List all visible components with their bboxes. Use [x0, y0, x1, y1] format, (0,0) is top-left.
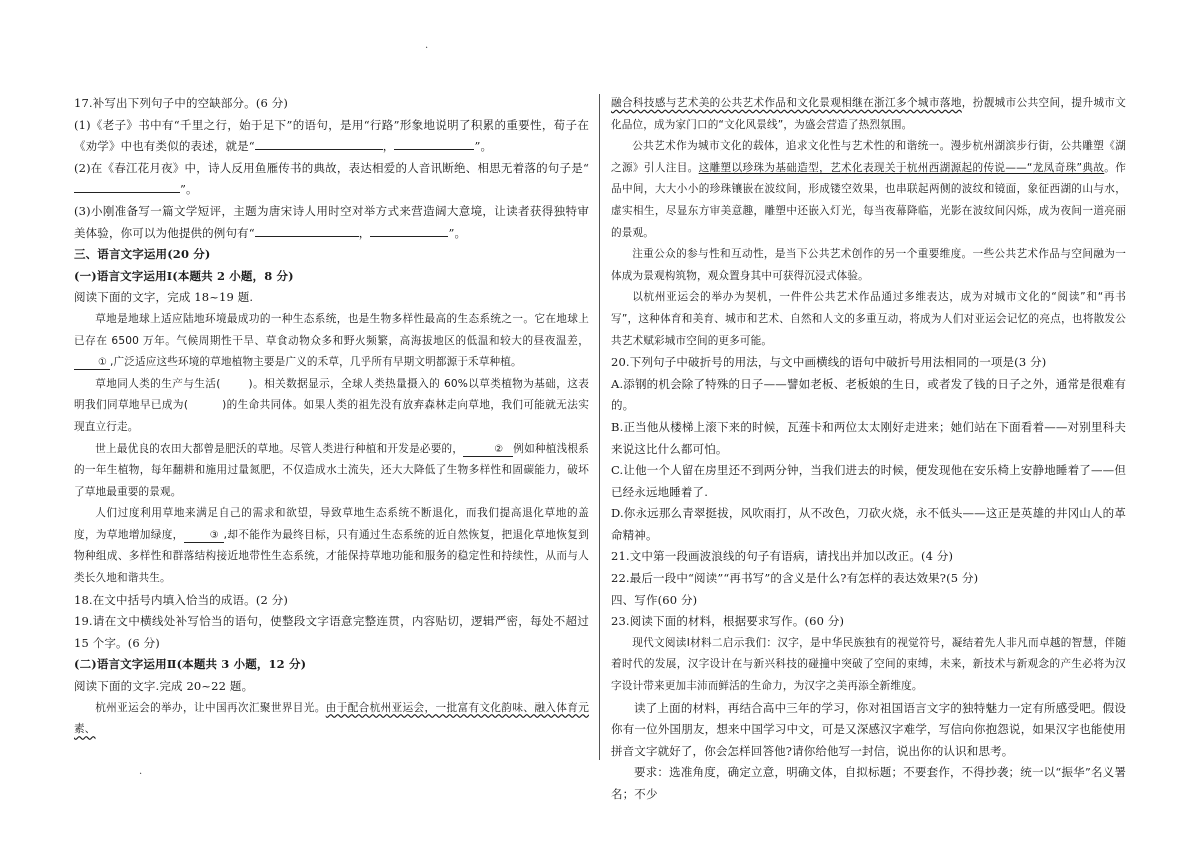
material-text: 现代文阅读Ⅰ材料二启示我们：汉字，是中华民族独有的视觉符号，凝结着先人非凡而卓越的智慧，伴随着时代的发展，汉字设计在与新兴科技的碰撞中突破了空间的束缚，未来，新技术与新观念的产生必将为汉字设计带来更加丰沛而鲜活的生命力，为汉字之美再添全新维度。 [611, 636, 1126, 693]
column-divider [599, 94, 600, 760]
passage-2-para-4: 以杭州亚运会的举办为契机，一件件公共艺术作品通过多维表达，成为对城市文化的“阅读”和“再书写”，这种体育和美育、城市和艺术、自然和人文的多重互动，将成为人们对亚运会记忆的亮点，也将散发公共艺术赋彩城市空间的更多可能。 [611, 291, 1126, 347]
passage-2-para-3: 注重公众的参与性和互动性，是当下公共艺术创作的另一个重要维度。一些公共艺术作品与空间融为一体成为景观构筑物，观众置身其中可获得沉浸式体验。 [611, 248, 1126, 282]
question-22: 22.最后一段中“阅读”“再书写”的含义是什么?有怎样的表达效果?(5 分) [611, 571, 979, 586]
answer-blank-2[interactable]: ② [463, 444, 513, 457]
question-18: 18.在文中括号内填入恰当的成语。(2 分) [74, 592, 289, 607]
top-mark: . [425, 40, 429, 51]
answer-blank[interactable] [370, 224, 448, 237]
question-19: 19.请在文中横线处补写恰当的语句，使整段文字语意完整连贯，内容贴切，逻辑严密，每处不超过 15 个字。(6 分) [74, 614, 589, 650]
question-21: 21.文中第一段画波浪线的句子有语病，请找出并加以改正。(4 分) [611, 549, 954, 564]
writing-requirements: 要求：选准角度，确定立意，明确文体，自拟标题；不要套作，不得抄袭；统一以“振华”名义署名；不少 [611, 765, 1126, 801]
passage-2-para-1-end: 融合科技感与艺术美的公共艺术作品和文化景观相继在浙江多个城市落地，扮靓城市公共空间，提升城市文化品位，成为家门口的“文化风景线”，为盛会营造了热烈氛围。 [611, 97, 1127, 131]
answer-blank-1[interactable]: ① [74, 357, 110, 370]
answer-blank-3[interactable]: ③ [184, 530, 224, 543]
right-column [611, 93, 1126, 806]
answer-blank[interactable] [255, 224, 359, 237]
passage-1-intro: 阅读下面的文字，完成 18~19 题. [74, 290, 254, 305]
passage-1-para-4: 人们过度利用草地来满足自己的需求和欲望，导致草地生态系统不断退化，而我们提高退化草地的盖度，为草地增加绿度， ③ ,却不能作为最终目标，只有通过生态系统的近自然恢复，把退化草地恢复到物种组成、多样性和群落结构接近地带性生态系统，才能保持草地功能和服务的稳定性和持续性，从而与人类长久地和谐共生。 [74, 507, 590, 585]
option-a: A.添钢的机会除了特殊的日子——譬如老板、老板娘的生日，或者发了钱的日子之外，通常是很难有的。 [611, 376, 1126, 413]
q17-item-1: (1)《老子》书中有“千里之行，始于足下”的语句，是用“行路”形象地说明了积累的重要性，荀子在《劝学》中也有类似的表述，就是“ ， ”。 [74, 117, 589, 154]
option-d: D.你永远那么青翠挺拔，风吹雨打，从不改色，刀砍火烧，永不低头——这正是英雄的井冈山人的革命精神。 [611, 506, 1126, 542]
bottom-mark: . [139, 766, 143, 777]
passage-1-para-3: 世上最优良的农田大都曾是肥沃的草地。尽管人类进行种植和开发是必要的， ② 例如种植浅根系的一年生植物，每年翻耕和施用过量氮肥，不仅造成水土流失，还大大降低了生物多样性和固碳能力，破坏了草地最重要的景观。 [74, 442, 589, 498]
question-20: 20.下列句子中破折号的用法，与文中画横线的语句中破折号用法相同的一项是(3 分) [611, 355, 1047, 370]
section-4-heading: 四、写作(60 分) [611, 592, 698, 607]
option-c: C.让他一个人留在房里还不到两分钟，当我们进去的时候，便发现他在安乐椅上安静地睡着了——但已经永远地睡着了. [611, 463, 1126, 499]
left-column [74, 93, 589, 741]
answer-blank[interactable] [74, 180, 124, 193]
passage-2-intro: 阅读下面的文字.完成 20~22 题。 [74, 679, 254, 694]
writing-prompt: 读了上面的材料，再结合高中三年的学习，你对祖国语言文字的独特魅力一定有所感受吧。假设你有一位外国朋友，想来中国学习中文，可是又深感汉字难学，写信向你抱怨说，如果汉字也能使用拼音文字就好了，你会怎样回答他?请你给他写一封信，说出你的认识和思考。 [611, 700, 1126, 758]
option-b: B.正当他从楼梯上滚下来的时候，瓦莲卡和两位太太刚好走进来；她们站在下面看着——对别里科夫来说这比什么都可怕。 [611, 419, 1126, 456]
passage-1-para-1: 草地是地球上适应陆地环境最成功的一种生态系统，也是生物多样性最高的生态系统之一。它在地球上已存在 6500 万年。气候周期性干旱、草食动物众多和野火频繁，高海拔地区的低温和较大的昼夜温差，① ,广泛适应这些环境的草地植物主要是广义的禾草，几乎所有早期文明都源于禾草种植。 [74, 312, 589, 369]
underlined-sentence: 这雕塑以珍珠为基础造型，艺术化表现关于杭州西湖源起的传说——“龙凤奇珠”典故 [698, 161, 1105, 174]
answer-blank[interactable] [124, 180, 180, 193]
q17-title: 17.补写出下列句子中的空缺部分。(6 分) [74, 96, 289, 110]
question-23: 23.阅读下面的材料，根据要求写作。(60 分) [611, 614, 845, 629]
subsection-1-heading: (一)语言文字运用Ⅰ(本题共 2 小题，8 分) [74, 268, 294, 283]
wavy-underlined-sentence: 由于配合杭州亚运会，一批富有文化韵味、融入体育元素、 [74, 701, 589, 736]
passage-2-para-2: 公共艺术作为城市文化的载体，追求文化性与艺术性的和谐统一。漫步杭州湖滨步行街，公共雕塑《湖之源》引人注目。这雕塑以珍珠为基础造型，艺术化表现关于杭州西湖源起的传说——“龙凤奇珠”典故。作品中间，大大小小的珍珠镶嵌在波纹间，形成镂空效果，也串联起两侧的波纹和镜面，象征西湖的山与水，虚实相生，尽显东方审美意趣，雕塑中还嵌入灯光，每当夜幕降临，光影在波纹间闪烁，成为夜间一道亮丽的景观。 [611, 140, 1126, 239]
section-3-heading: 三、语言文字运用(20 分) [74, 247, 211, 262]
q17-item-3: (3)小刚准备写一篇文学短评，主题为唐宋诗人用时空对举方式来营造阔大意境，让读者获得独特审美体验，你可以为他提供的例句有“ ， ”。 [74, 203, 589, 240]
answer-blank[interactable] [255, 137, 383, 150]
passage-1-para-2: 草地同人类的生产与生活( )。相关数据显示，全球人类热量摄入的 60%以草类植物为基础，这表明我们同草地早已成为( )的生命共同体。如果人类的祖先没有放弃森林走向草地，我们可能就无法实现直立行走。 [74, 377, 589, 433]
passage-2-para-1-start: 杭州亚运会的举办，让中国再次汇聚世界目光。由于配合杭州亚运会，一批富有文化韵味、融入体育元素、 [74, 701, 589, 736]
subsection-2-heading: (二)语言文字运用Ⅱ(本题共 3 小题，12 分) [74, 657, 307, 672]
answer-blank[interactable] [394, 137, 474, 150]
wavy-underlined-sentence-end: 融合科技感与艺术美的公共艺术作品和文化景观相继在浙江多个城市落地 [611, 97, 962, 109]
q17-item-2: (2)在《春江花月夜》中，诗人反用鱼雁传书的典故，表达相爱的人音讯断绝、相思无着落的句子是“”。 [74, 160, 589, 197]
